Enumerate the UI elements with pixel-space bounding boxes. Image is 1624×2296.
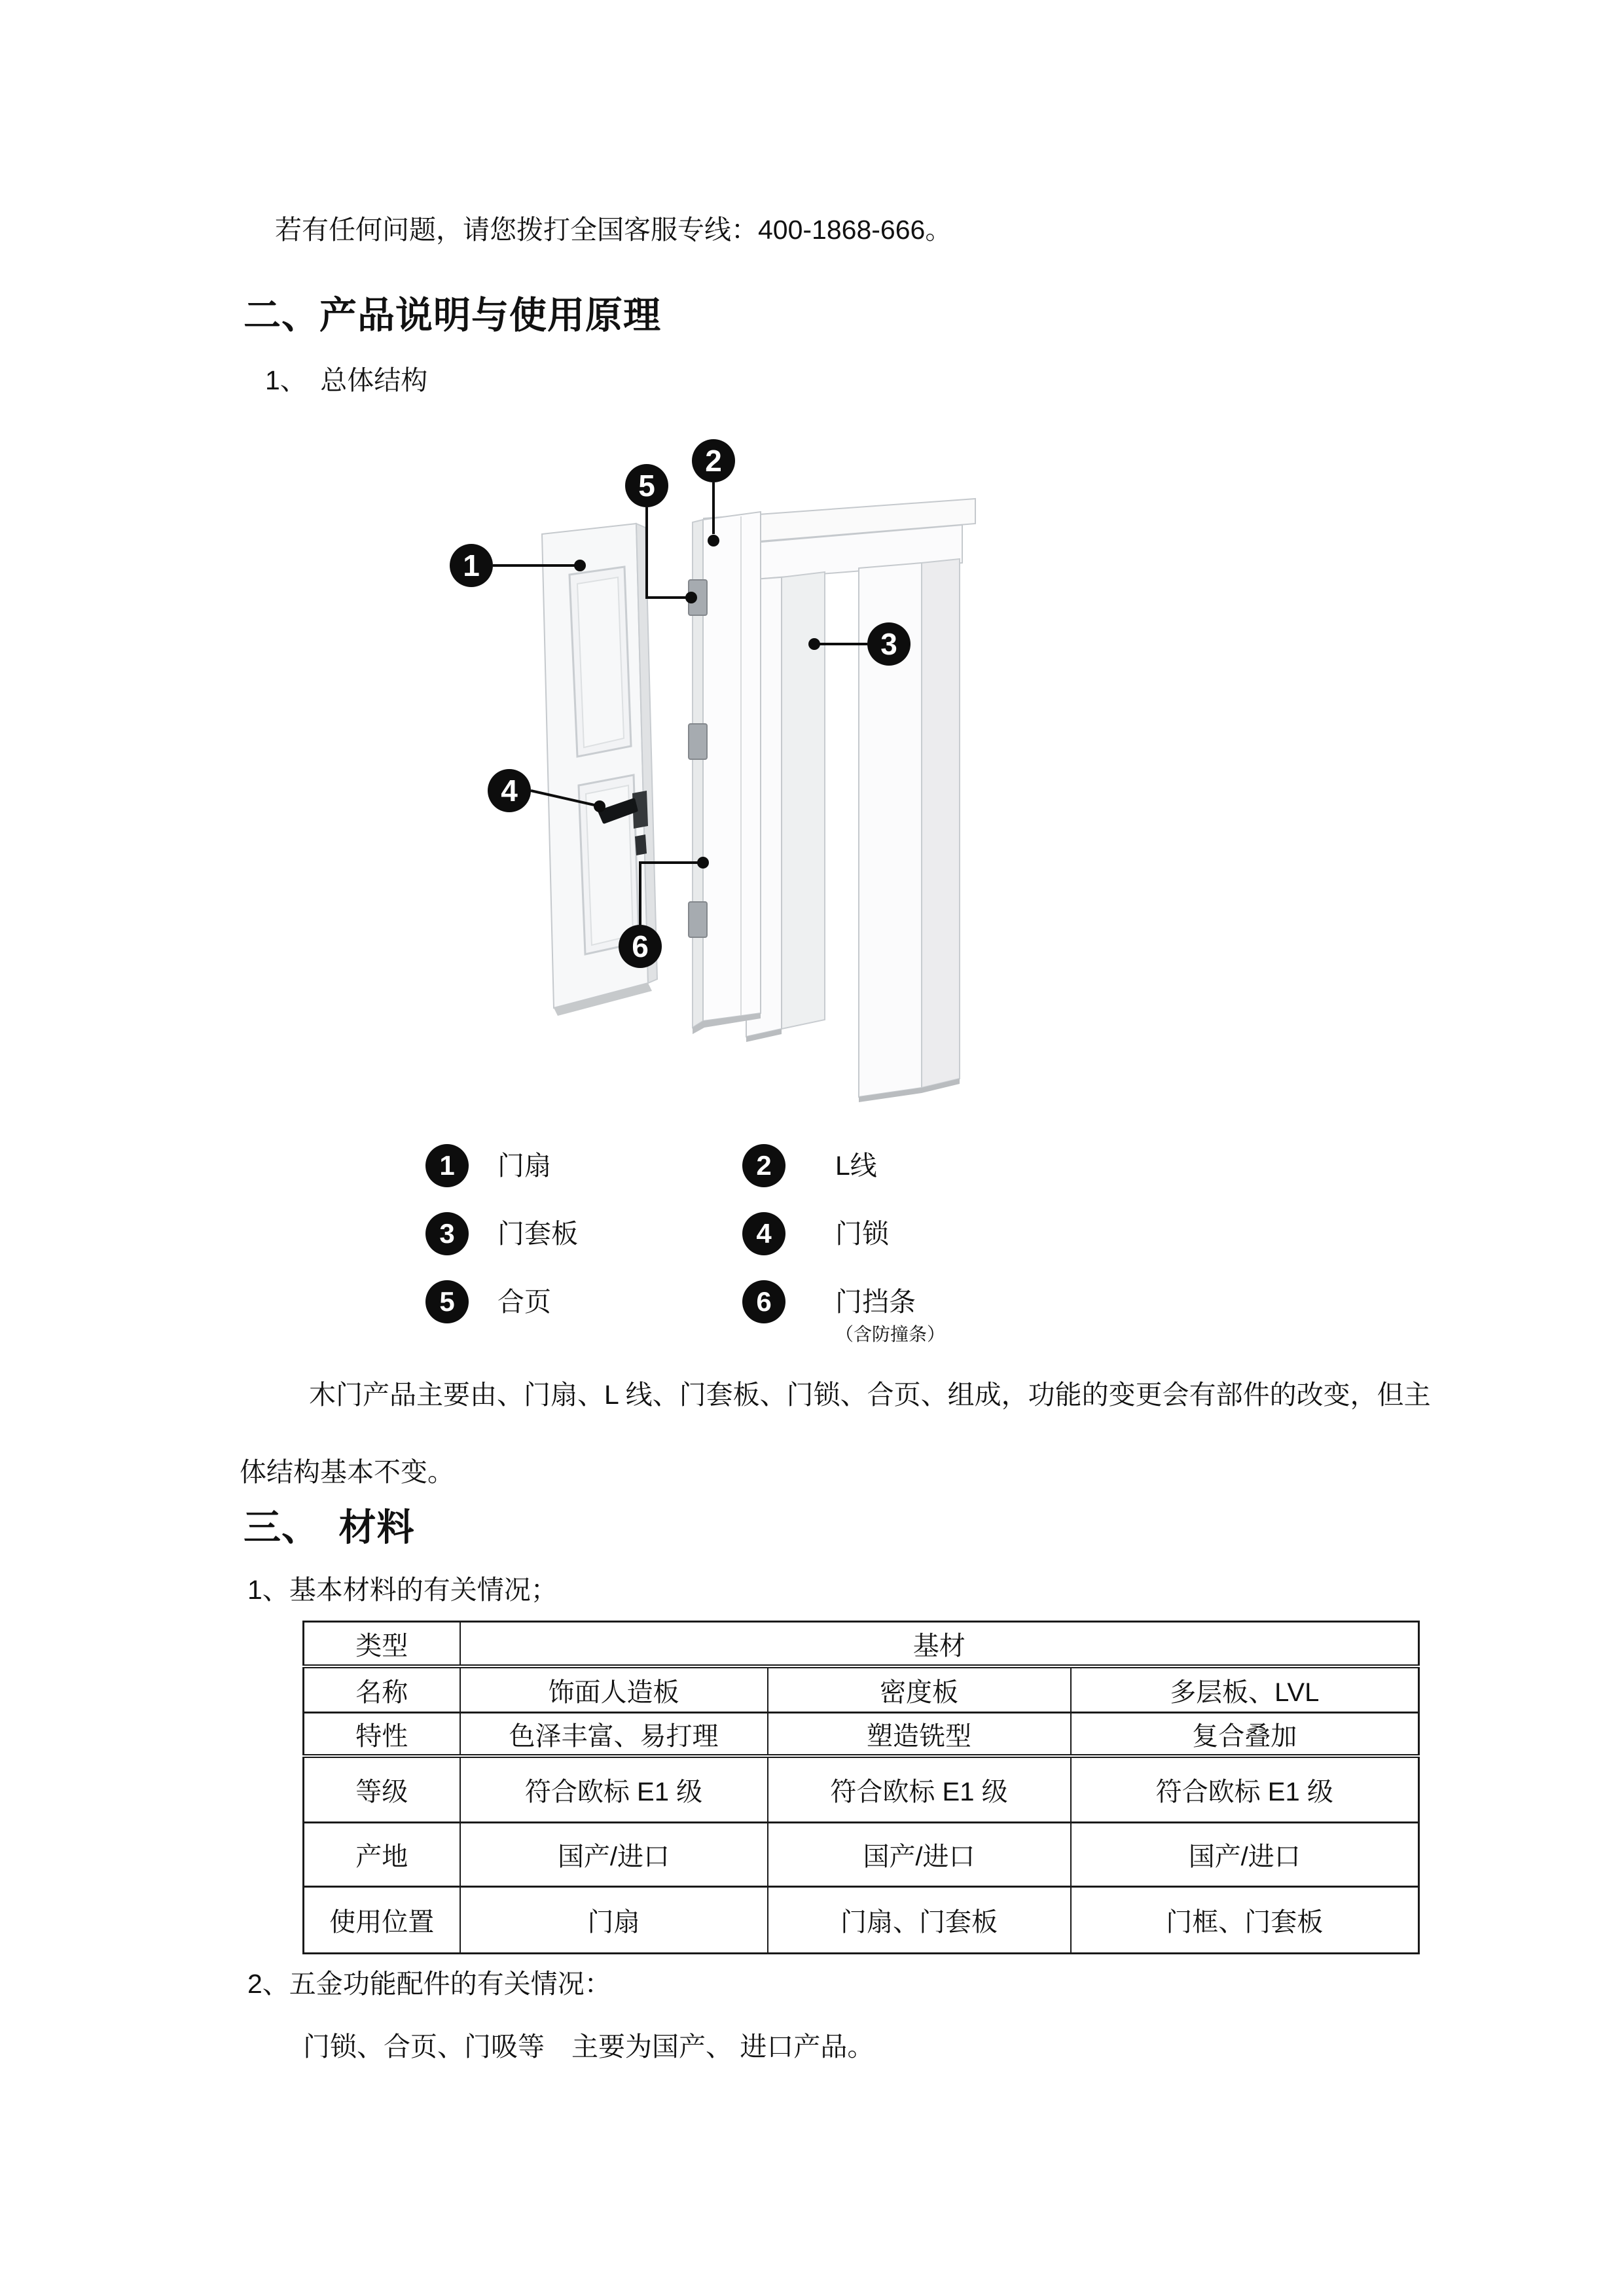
legend-badge-3: 3 [425, 1212, 469, 1255]
door-casing-frame [746, 525, 962, 1102]
legend-label: 门挡条 [835, 1287, 916, 1317]
hinge-jamb [689, 512, 761, 1034]
table-cell: 符合欧标 E1 级 [1071, 1756, 1419, 1823]
legend-sublabel: （含防撞条） [835, 1324, 946, 1344]
table-cell: 门扇 [460, 1887, 768, 1954]
legend-item-casing-board [425, 1212, 578, 1255]
legend-badge-6: 6 [742, 1280, 785, 1323]
table-cell: 国产/进口 [768, 1823, 1071, 1887]
section3-sub1: 1、基本材料的有关情况； [247, 1575, 558, 1605]
table-cell: 塑造铣型 [768, 1713, 1071, 1757]
table-header-type: 类型 [304, 1622, 460, 1667]
table-cell: 多层板、LVL [1071, 1666, 1419, 1713]
legend-label: 门扇 [497, 1151, 551, 1181]
paragraph-line-1: 木门产品主要由、门扇、L 线、门套板、门锁、合页、组成，功能的变更会有部件的改变，但主 [309, 1380, 1431, 1410]
hinge-icon [689, 902, 707, 937]
table-cell: 密度板 [768, 1666, 1071, 1713]
intro-line: 若有任何问题，请您拨打全国客服专线：400-1868-666。 [275, 215, 952, 245]
legend-label: 合页 [497, 1287, 551, 1317]
legend-item-door-stop [742, 1280, 945, 1345]
callout-4 [488, 769, 531, 812]
table-cell: 复合叠加 [1071, 1713, 1419, 1757]
section2-sub1: 1、 总体结构 [265, 365, 428, 395]
table-cell: 色泽丰富、易打理 [460, 1713, 768, 1757]
row-label: 名称 [304, 1666, 460, 1713]
legend-item-door-lock [742, 1212, 889, 1255]
svg-text:2: 2 [705, 444, 722, 478]
callout-2 [692, 439, 735, 482]
table-row-header [304, 1622, 1419, 1667]
svg-text:1: 1 [463, 548, 480, 583]
callout-1 [450, 544, 493, 587]
legend-badge-2: 2 [742, 1144, 785, 1187]
table-cell: 国产/进口 [1071, 1823, 1419, 1887]
table-row [304, 1823, 1419, 1887]
callout-6 [619, 925, 662, 968]
table-header-substrate: 基材 [460, 1622, 1419, 1667]
legend-badge-5: 5 [425, 1280, 469, 1323]
svg-text:5: 5 [638, 469, 655, 503]
svg-text:3: 3 [880, 627, 897, 661]
callout-3 [867, 622, 911, 666]
table-cell: 门扇、门套板 [768, 1887, 1071, 1954]
row-label: 产地 [304, 1823, 460, 1887]
table-cell: 符合欧标 E1 级 [768, 1756, 1071, 1823]
table-cell: 符合欧标 E1 级 [460, 1756, 768, 1823]
row-label: 使用位置 [304, 1887, 460, 1954]
legend-item-hinge [425, 1280, 551, 1323]
table-cell: 饰面人造板 [460, 1666, 768, 1713]
callout-5 [625, 464, 668, 507]
table-cell: 门框、门套板 [1071, 1887, 1419, 1954]
table-row [304, 1756, 1419, 1823]
table-row [304, 1713, 1419, 1757]
table-row [304, 1887, 1419, 1954]
table-row [304, 1666, 1419, 1713]
legend-item-door-leaf [425, 1144, 551, 1187]
legend-label: 门套板 [497, 1219, 578, 1249]
legend-label: L线 [835, 1151, 877, 1181]
legend-label: 门锁 [835, 1219, 889, 1249]
row-label: 特性 [304, 1713, 460, 1757]
legend-badge-4: 4 [742, 1212, 785, 1255]
section3-sub2: 2、五金功能配件的有关情况： [247, 1969, 611, 1999]
paragraph-line-2: 体结构基本不变。 [240, 1457, 454, 1487]
section2-heading: 二、产品说明与使用原理 [244, 295, 661, 336]
hardware-note: 门锁、合页、门吸等 主要为国产、 进口产品。 [303, 2032, 875, 2062]
materials-table [302, 1621, 1420, 1954]
section3-heading: 三、 材料 [244, 1507, 415, 1549]
legend-badge-1: 1 [425, 1144, 469, 1187]
door-structure-diagram [406, 419, 995, 1139]
row-label: 等级 [304, 1756, 460, 1823]
svg-text:6: 6 [632, 929, 649, 963]
svg-text:4: 4 [501, 774, 518, 808]
legend-item-l-line [742, 1144, 877, 1187]
hinge-icon [689, 724, 707, 759]
table-cell: 国产/进口 [460, 1823, 768, 1887]
